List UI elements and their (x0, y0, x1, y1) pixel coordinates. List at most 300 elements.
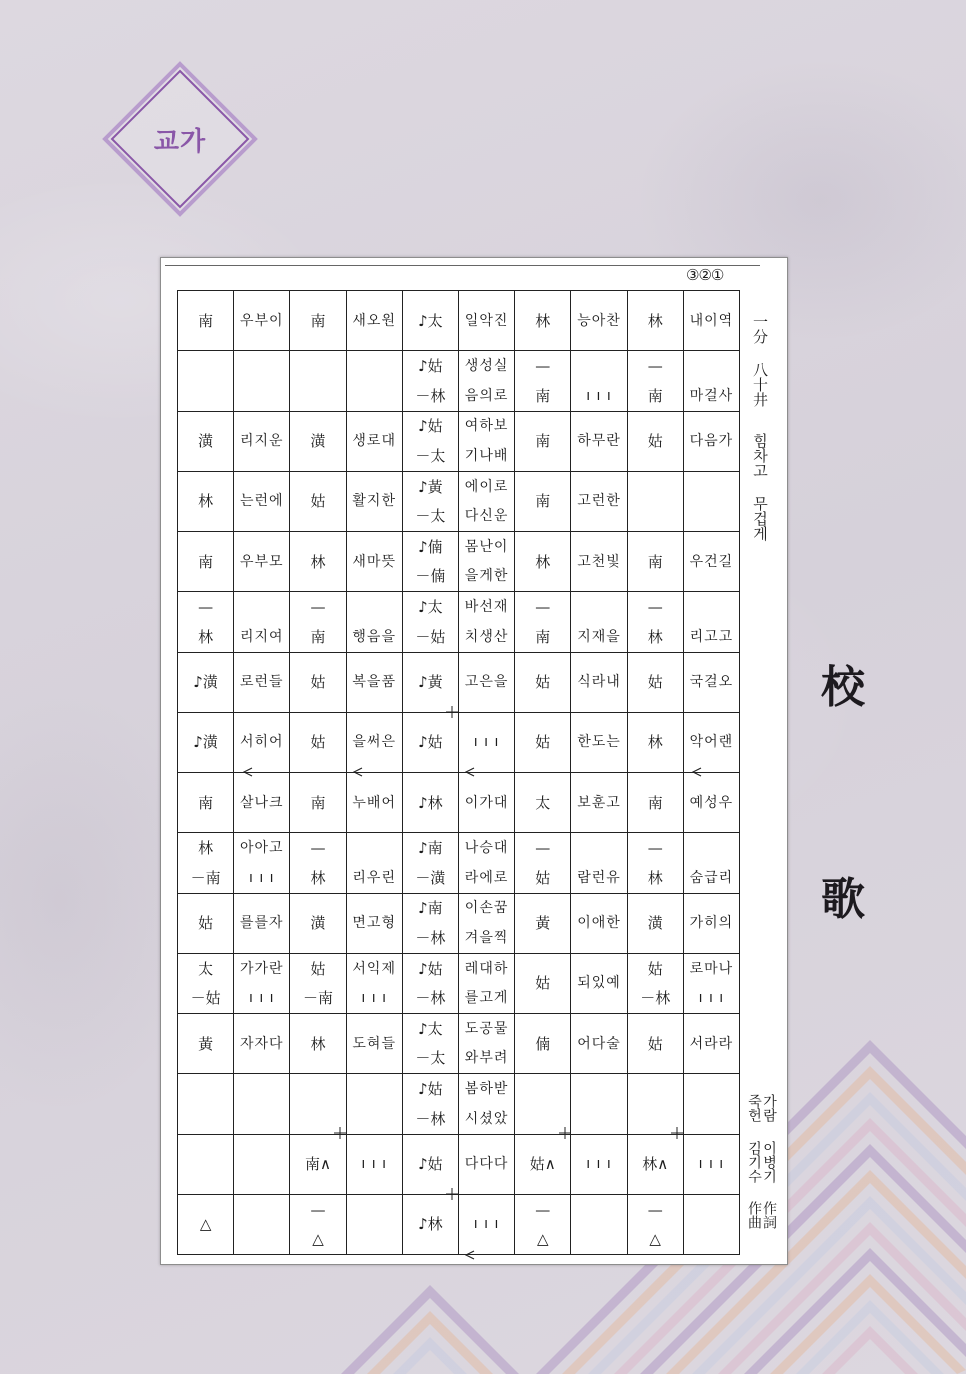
lyrics-cell (459, 1195, 515, 1255)
lyrics-cell (234, 291, 290, 351)
pitch-cell (403, 592, 459, 652)
lyrics-cell (684, 833, 740, 893)
lyrics-cell (347, 1014, 403, 1074)
lyricist-name: 이병기 (761, 1141, 777, 1183)
note-text: 潢 (310, 432, 326, 451)
pitch-cell (403, 894, 459, 954)
note-text: 姑 (310, 733, 326, 752)
note-text: ♪黃 (418, 477, 443, 496)
pitch-cell (403, 773, 459, 833)
lyrics-cell (234, 1074, 290, 1134)
pitch-cell (628, 833, 684, 893)
lyrics-cell (234, 412, 290, 472)
lyric-text: 레대하 (464, 960, 509, 977)
lyrics-cell (347, 773, 403, 833)
lyric-text: 생로대 (352, 433, 396, 450)
note-text: ♪太 (418, 1019, 443, 1038)
lyric-text: 몸난이 (464, 538, 509, 555)
pitch-cell (290, 833, 346, 893)
pitch-cell (178, 351, 234, 411)
lyric-text: 이가대 (464, 794, 509, 811)
lyric-text: 와부려 (464, 1050, 509, 1067)
note-text: 姑 (647, 432, 663, 451)
pitch-cell (628, 1195, 684, 1255)
lyric-text: ı ı ı (698, 990, 725, 1007)
lyric-text: 생성실 (464, 358, 509, 375)
note-text: 林 (198, 839, 214, 858)
lyric-text: 서라라 (689, 1035, 734, 1052)
lyrics-cell (684, 532, 740, 592)
note-text: 姑 (535, 673, 551, 692)
composer-pen-name: 죽헌 (746, 1094, 762, 1122)
note-text: －南 (190, 868, 221, 887)
lyric-text: 을게한 (464, 568, 509, 585)
pitch-cell (290, 532, 346, 592)
note-text: －林 (415, 928, 446, 947)
lyric-text: 도혀들 (352, 1035, 396, 1052)
title-char-second: 歌 (821, 874, 865, 925)
pitch-cell (178, 1014, 234, 1074)
stripe-band (822, 1326, 918, 1374)
lyric-text: 람런유 (577, 869, 621, 886)
note-text: — (535, 839, 551, 858)
pitch-cell (178, 653, 234, 713)
lyrics-cell (459, 833, 515, 893)
lyric-text: 되있예 (577, 975, 621, 992)
lyric-text: 면고형 (352, 915, 396, 932)
lyric-text: 우부모 (240, 553, 284, 570)
pitch-cell (515, 291, 571, 351)
note-text: ♪南 (418, 899, 443, 918)
pitch-cell (515, 954, 571, 1014)
pitch-cell (403, 1135, 459, 1195)
pitch-cell (515, 472, 571, 532)
lyrics-cell (234, 351, 290, 411)
lyrics-cell (347, 653, 403, 713)
tempo-marking: 一分 八十井 (751, 314, 769, 407)
pitch-cell (290, 1074, 346, 1134)
pitch-cell (628, 713, 684, 773)
lyrics-cell (571, 1195, 627, 1255)
lyric-text: 국걸오 (689, 674, 734, 691)
pitch-cell (628, 472, 684, 532)
lyrics-cell (684, 773, 740, 833)
lyric-text: 로런들 (240, 674, 284, 691)
stripe-band (341, 1285, 519, 1374)
lyrics-cell (234, 713, 290, 773)
note-text: 黃 (535, 914, 551, 933)
phrase-end-icon (692, 767, 702, 777)
pitch-cell (178, 592, 234, 652)
pitch-cell (515, 592, 571, 652)
pitch-cell (515, 1135, 571, 1195)
note-text: 林 (310, 868, 326, 887)
lyric-text: 살나크 (240, 794, 284, 811)
lyricist-role: 作詞 (761, 1201, 777, 1229)
note-text: 南 (198, 793, 214, 812)
note-text: ♪姑 (418, 357, 443, 376)
lyric-text: 숨급리 (689, 869, 734, 886)
note-text: 姑 (310, 959, 326, 978)
lyric-text: 아아고 (240, 840, 284, 857)
note-text: 姑 (310, 492, 326, 511)
note-text: 姑 (647, 1034, 663, 1053)
note-text: 黃 (198, 1034, 214, 1053)
pitch-cell (290, 773, 346, 833)
lyrics-cell (234, 472, 290, 532)
note-text: ♪潢 (193, 733, 218, 752)
lyric-text: 에이로 (464, 478, 509, 495)
note-text: 林 (647, 311, 663, 330)
pitch-cell (290, 472, 346, 532)
lyrics-cell (459, 713, 515, 773)
lyric-text: 가히의 (689, 915, 734, 932)
lyric-text: ı ı ı (586, 387, 612, 404)
lyric-text: 행음을 (352, 628, 396, 645)
pitch-cell (628, 412, 684, 472)
lyric-text: 새오원 (352, 312, 396, 329)
note-text: 南 (647, 552, 663, 571)
note-text: — (535, 357, 551, 376)
lyric-text: 리고고 (689, 628, 734, 645)
lyrics-cell (347, 412, 403, 472)
lyrics-cell (459, 894, 515, 954)
phrase-end-icon (465, 1250, 475, 1260)
note-text: — (647, 598, 663, 617)
lyrics-cell (347, 1074, 403, 1134)
pitch-cell (178, 532, 234, 592)
lyric-text: 악어랜 (689, 734, 734, 751)
note-text: 㑲 (535, 1034, 551, 1053)
note-text: ♪㑲 (418, 537, 443, 556)
pitch-cell (515, 1074, 571, 1134)
lyrics-cell (684, 1014, 740, 1074)
lyrics-cell (347, 954, 403, 1014)
pitch-cell (628, 1074, 684, 1134)
note-text: 林 (310, 552, 326, 571)
pitch-cell (628, 773, 684, 833)
note-text: ♪潢 (193, 673, 218, 692)
note-text: ♪太 (418, 311, 443, 330)
pitch-cell (290, 894, 346, 954)
pitch-cell (290, 291, 346, 351)
note-text: — (310, 598, 326, 617)
note-text: 姑 (647, 673, 663, 692)
pitch-cell (403, 1074, 459, 1134)
lyrics-cell (571, 412, 627, 472)
lyric-text: 봄하받 (464, 1081, 509, 1098)
pitch-cell (290, 412, 346, 472)
lyrics-cell (459, 653, 515, 713)
lyric-text: 다다다 (464, 1156, 509, 1173)
note-text: 南 (535, 627, 551, 646)
note-text: 林 (647, 627, 663, 646)
lyrics-cell (571, 1014, 627, 1074)
pitch-cell (628, 291, 684, 351)
lyric-text: 지재을 (577, 628, 621, 645)
lyric-text: 능아찬 (577, 312, 621, 329)
lyrics-cell (459, 291, 515, 351)
lyric-text: 내이역 (689, 312, 734, 329)
note-text: — (647, 839, 663, 858)
pitch-cell (628, 1014, 684, 1074)
note-text: 南 (310, 793, 326, 812)
note-text: 林 (198, 492, 214, 511)
pitch-cell (628, 532, 684, 592)
lyric-text: 새마뜻 (352, 553, 396, 570)
lyrics-cell (234, 592, 290, 652)
note-text: －林 (415, 1109, 446, 1128)
pitch-cell (290, 351, 346, 411)
note-text: 林 (310, 1034, 326, 1053)
note-text: 南 (310, 311, 326, 330)
lyrics-cell (234, 954, 290, 1014)
pitch-cell (628, 894, 684, 954)
pitch-cell (515, 351, 571, 411)
note-text: －㑲 (415, 567, 446, 586)
note-text: －姑 (415, 627, 446, 646)
note-text: 南 (647, 386, 663, 405)
lyric-text: 일악진 (464, 312, 509, 329)
note-text: ♪黃 (418, 673, 443, 692)
note-text: ♪姑 (418, 417, 443, 436)
note-text: －林 (415, 386, 446, 405)
lyrics-cell (459, 1074, 515, 1134)
lyrics-cell (459, 592, 515, 652)
pitch-cell (515, 1014, 571, 1074)
lyric-text: 을써은 (352, 734, 396, 751)
lyrics-cell (684, 713, 740, 773)
lyrics-cell (571, 1074, 627, 1134)
lyrics-cell (347, 351, 403, 411)
pitch-cell (515, 833, 571, 893)
pitch-cell (178, 713, 234, 773)
lyrics-cell (347, 532, 403, 592)
lyric-text: 도공물 (464, 1020, 509, 1037)
note-text: 林 (535, 311, 551, 330)
note-text: △ (537, 1230, 549, 1249)
lyric-text: 라에로 (464, 869, 509, 886)
pitch-cell (178, 1135, 234, 1195)
note-text: 姑 (198, 914, 214, 933)
pitch-cell (290, 653, 346, 713)
lyric-text: 나승대 (464, 840, 509, 857)
lyrics-cell (571, 653, 627, 713)
pitch-cell (403, 1014, 459, 1074)
verse-order: ③②① (686, 266, 724, 284)
lyric-text: 여하보 (464, 418, 509, 435)
lyrics-cell (347, 894, 403, 954)
note-text: ♪林 (418, 1215, 443, 1234)
lyric-text: 어다술 (577, 1035, 621, 1052)
lyric-text: 하무란 (577, 433, 621, 450)
note-text: 南 (535, 432, 551, 451)
lyrics-cell (684, 472, 740, 532)
notation-grid (177, 290, 740, 1255)
pitch-cell (403, 833, 459, 893)
note-text: 南 (535, 386, 551, 405)
note-text: 南 (198, 311, 214, 330)
lyric-text: ı ı ı (473, 1216, 500, 1233)
phrase-end-icon (243, 767, 253, 777)
note-text: 南∧ (305, 1155, 331, 1174)
note-text: －太 (415, 507, 446, 526)
pitch-cell (403, 472, 459, 532)
pitch-cell (178, 291, 234, 351)
note-text: －林 (415, 989, 446, 1008)
badge-label: 교가 (153, 126, 207, 157)
lyrics-cell (571, 291, 627, 351)
lyric-text: 시셨았 (464, 1110, 509, 1127)
pitch-cell (628, 954, 684, 1014)
pitch-cell (403, 412, 459, 472)
lyrics-cell (459, 351, 515, 411)
lyric-text: 로마나 (689, 960, 734, 977)
lyric-text: 고런한 (577, 493, 621, 510)
note-text: 林 (535, 552, 551, 571)
cross-mark-icon (446, 706, 458, 718)
pitch-cell (178, 894, 234, 954)
lyrics-cell (234, 894, 290, 954)
note-text: ♪南 (418, 839, 443, 858)
pitch-cell (403, 1195, 459, 1255)
lyric-text: 리지운 (240, 433, 284, 450)
note-text: 林 (647, 868, 663, 887)
note-text: －潢 (415, 868, 446, 887)
note-text: ♪姑 (418, 1155, 443, 1174)
note-text: △ (649, 1230, 661, 1249)
note-text: －南 (302, 989, 333, 1008)
pitch-cell (290, 954, 346, 1014)
lyric-text: 치생산 (464, 628, 509, 645)
note-text: ♪姑 (418, 733, 443, 752)
note-text: 姑∧ (529, 1155, 556, 1174)
pitch-cell (178, 1195, 234, 1255)
note-text: 南 (647, 793, 663, 812)
lyrics-cell (684, 894, 740, 954)
lyrics-cell (684, 1195, 740, 1255)
phrase-end-icon (353, 767, 363, 777)
lyrics-cell (459, 773, 515, 833)
lyrics-cell (571, 351, 627, 411)
lyric-text: 한도는 (577, 734, 621, 751)
lyrics-cell (234, 532, 290, 592)
note-text: — (535, 1200, 551, 1219)
lyrics-cell (347, 713, 403, 773)
lyrics-cell (459, 954, 515, 1014)
lyric-text: 누배어 (352, 794, 396, 811)
note-text: 南 (310, 627, 326, 646)
pitch-cell (178, 472, 234, 532)
lyric-text: 이애한 (577, 915, 621, 932)
note-text: △ (312, 1230, 324, 1249)
lyric-text: 리지여 (240, 628, 284, 645)
pitch-cell (178, 954, 234, 1014)
pitch-cell (178, 773, 234, 833)
pitch-cell (178, 833, 234, 893)
lyric-text: 다음가 (689, 433, 734, 450)
pitch-cell (403, 713, 459, 773)
lyric-text: 리우린 (352, 869, 396, 886)
lyric-text: ı ı ı (249, 869, 275, 886)
lyric-text: 고천빛 (577, 553, 621, 570)
composer-role: 作曲 (746, 1201, 762, 1229)
note-text: ♪林 (418, 793, 443, 812)
lyric-text: ı ı ı (361, 990, 387, 1007)
lyrics-cell (459, 412, 515, 472)
lyrics-cell (459, 472, 515, 532)
lyrics-cell (234, 653, 290, 713)
lyric-text: 다신운 (464, 508, 509, 525)
lyric-text: 를고게 (464, 990, 509, 1007)
note-text: — (310, 1200, 326, 1219)
lyrics-cell (571, 1135, 627, 1195)
note-text: ♪姑 (418, 959, 443, 978)
lyrics-cell (684, 954, 740, 1014)
lyric-text: 기나배 (464, 447, 509, 464)
note-text: — (198, 598, 214, 617)
note-text: 林 (198, 627, 214, 646)
note-text: ♪姑 (418, 1080, 443, 1099)
note-text: －太 (415, 1049, 446, 1068)
lyricist-pen-name: 가람 (761, 1094, 777, 1122)
note-text: 姑 (535, 974, 551, 993)
pitch-cell (290, 1135, 346, 1195)
note-text: 太 (535, 793, 551, 812)
pitch-cell (515, 532, 571, 592)
pitch-cell (403, 653, 459, 713)
lyrics-cell (571, 894, 627, 954)
lyrics-cell (684, 291, 740, 351)
lyrics-cell (459, 1135, 515, 1195)
note-text: －林 (640, 989, 671, 1008)
lyrics-cell (571, 592, 627, 652)
lyric-text: 활지한 (352, 493, 396, 510)
pitch-cell (178, 1074, 234, 1134)
pitch-cell (290, 592, 346, 652)
note-text: 潢 (647, 914, 663, 933)
lyrics-cell (234, 773, 290, 833)
lyric-text: 우부이 (240, 312, 284, 329)
note-text: 潢 (198, 432, 214, 451)
lyric-text: 자자다 (240, 1035, 284, 1052)
pitch-cell (628, 351, 684, 411)
pitch-cell (515, 773, 571, 833)
note-text: 南 (198, 552, 214, 571)
cross-mark-icon (334, 1127, 346, 1139)
top-rule (165, 265, 760, 266)
lyrics-cell (347, 1135, 403, 1195)
note-text: 姑 (535, 868, 551, 887)
note-text: — (647, 1200, 663, 1219)
cross-mark-icon (671, 1127, 683, 1139)
lyrics-cell (459, 1014, 515, 1074)
note-text: 林∧ (642, 1155, 669, 1174)
pitch-cell (628, 592, 684, 652)
lyric-text: 바선재 (464, 599, 509, 616)
note-text: 姑 (647, 959, 663, 978)
lyrics-cell (571, 713, 627, 773)
lyrics-cell (684, 1074, 740, 1134)
pitch-cell (628, 1135, 684, 1195)
lyric-text: 고은을 (464, 674, 509, 691)
note-text: — (535, 598, 551, 617)
cross-mark-icon (559, 1127, 571, 1139)
lyrics-cell (571, 532, 627, 592)
pitch-cell (290, 1195, 346, 1255)
composer-name: 김기수 (746, 1141, 762, 1183)
lyrics-cell (234, 1135, 290, 1195)
